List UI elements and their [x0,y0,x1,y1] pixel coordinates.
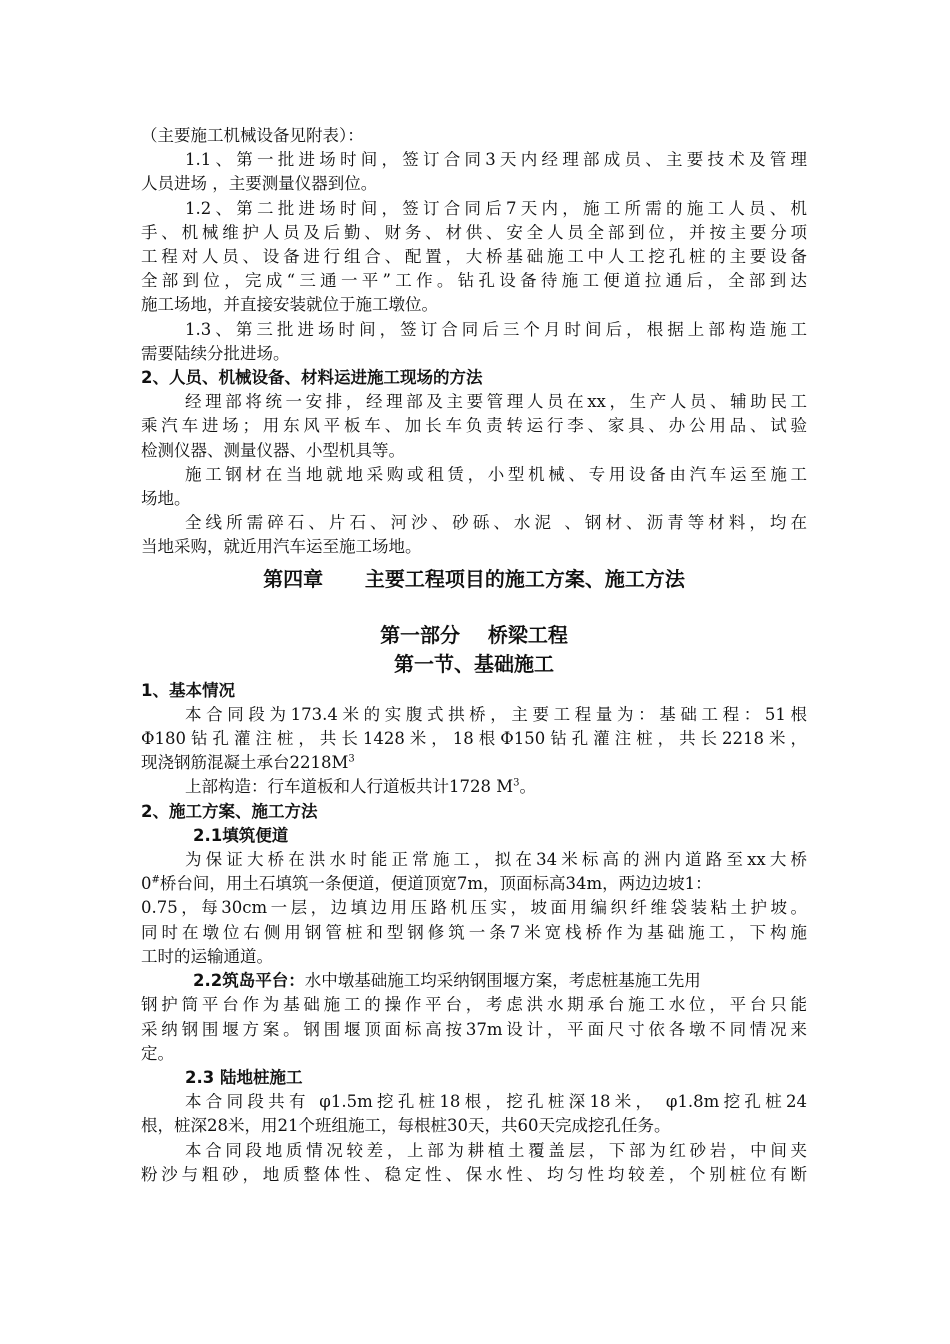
text-line: 本合同段共有 φ1.5m挖孔桩18根，挖孔桩深18米， φ1.8m挖孔桩24 [185,1092,807,1112]
text-line: 1.3、第三批进场时间，签订合同后三个月时间后，根据上部构造施工 [185,319,807,339]
text-line: 同时在墩位右侧用钢管桩和型钢修筑一条7米宽栈桥作为基础施工，下构施 [141,922,807,942]
text-line: 需要陆续分批进场。 [141,343,290,363]
section-title: 第一节、基础施工 [394,651,554,676]
text-line: 定。 [141,1043,174,1063]
text-span: 水中墩基础施工均采纳钢围堰方案，考虑桩基施工先用 [304,971,701,991]
text-line: 0.75，每30cm一层，边填边用压路机压实，坡面用编织纤维袋装粘土护坡。 [141,898,807,918]
document-body [141,124,807,1187]
chapter-title: 第四章 主要工程项目的施工方案、施工方法 [263,566,685,591]
text-line [141,751,807,775]
text-line: 场地。 [141,489,191,509]
text-span: 现浇钢筋混凝土承台2218M [141,753,349,773]
text-line: 当地采购，就近用汽车运至施工场地。 [141,537,422,557]
text-span: 桥台间，用土石填筑一条便道，便道顶宽7m，顶面标高34m，两边边坡1： [159,874,712,894]
text-line: 根，桩深28米，用21个班组施工，每根桩30天，共60天完成挖孔任务。 [141,1116,671,1136]
text-line [141,872,807,896]
text-line: 粉沙与粗砂，地质整体性、稳定性、保水性、均匀性均较差，个别桩位有断 [141,1164,807,1184]
text-line [141,775,807,799]
text-line: 钢护筒平台作为基础施工的操作平台，考虑洪水期承台施工水位，平台只能 [141,995,807,1015]
text-line: 1.2、第二批进场时间，签订合同后7天内，施工所需的施工人员、机 [185,198,807,218]
text-line: 乘汽车进场；用东风平板车、加长车负责转运行李、家具、办公用品、试验 [141,416,807,436]
subsection-heading: 2.1填筑便道 [193,825,289,845]
text-line [141,969,807,993]
text-line: 本合同段为173.4米的实腹式拱桥，主要工程量为：基础工程：51根 [185,704,807,724]
text-line: 人员进场 ，主要测量仪器到位。 [141,174,378,194]
text-line: 1.1、第一批进场时间，签订合同3天内经理部成员、主要技术及管理 [185,150,807,170]
text-span: 。 [519,777,537,797]
text-line: 工时的运输通道。 [141,946,273,966]
subsection-heading: 2.3 陆地桩施工 [185,1067,303,1087]
text-line: 全部到位，完成“三通一平”工作。钻孔设备待施工便道拉通后，全部到达 [141,271,807,291]
text-line: 检测仪器、测量仪器、小型机具等。 [141,440,405,460]
subsection-heading: 2.2筑岛平台： [193,971,305,991]
text-line: （主要施工机械设备见附表）： [141,126,364,145]
section-heading: 1、基本情况 [141,680,235,700]
superscript: # [151,874,160,886]
text-line: 经理部将统一安排，经理部及主要管理人员在xx，生产人员、辅助民工 [185,392,807,412]
superscript: 3 [348,753,355,765]
text-line: Φ180钻孔灌注桩，共长1428米，18根Φ150钻孔灌注桩，共长2218米， [141,729,807,749]
text-line: 手、机械维护人员及后勤、财务、材供、安全人员全部到位，并按主要分项 [141,222,807,242]
text-line: 施工场地，并直接安装就位于施工墩位。 [141,295,438,315]
part-title: 第一部分 桥梁工程 [380,622,568,647]
text-line: 采纳钢围堰方案。钢围堰顶面标高按37m设计，平面尺寸依各墩不同情况来 [141,1019,807,1039]
text-line: 工程对人员、设备进行组合、配置，大桥基础施工中人工挖孔桩的主要设备 [141,247,807,267]
text-line: 本合同段地质情况较差，上部为耕植土覆盖层，下部为红砂岩，中间夹 [185,1140,807,1160]
text-span: 0 [141,874,152,894]
section-heading: 2、人员、机械设备、材料运进施工现场的方法 [141,368,483,388]
superscript: 3 [513,777,520,789]
text-span: 上部构造：行车道板和人行道板共计1728 M [185,777,514,797]
text-line: 为保证大桥在洪水时能正常施工，拟在34米标高的洲内道路至xx大桥 [185,850,807,870]
text-line: 施工钢材在当地就地采购或租赁，小型机械、专用设备由汽车运至施工 [185,464,807,484]
section-heading: 2、施工方案、施工方法 [141,801,318,821]
spacer [141,594,807,621]
text-line: 全线所需碎石、片石、河沙、砂砾、水泥 、钢材、沥青等材料，均在 [185,513,807,533]
